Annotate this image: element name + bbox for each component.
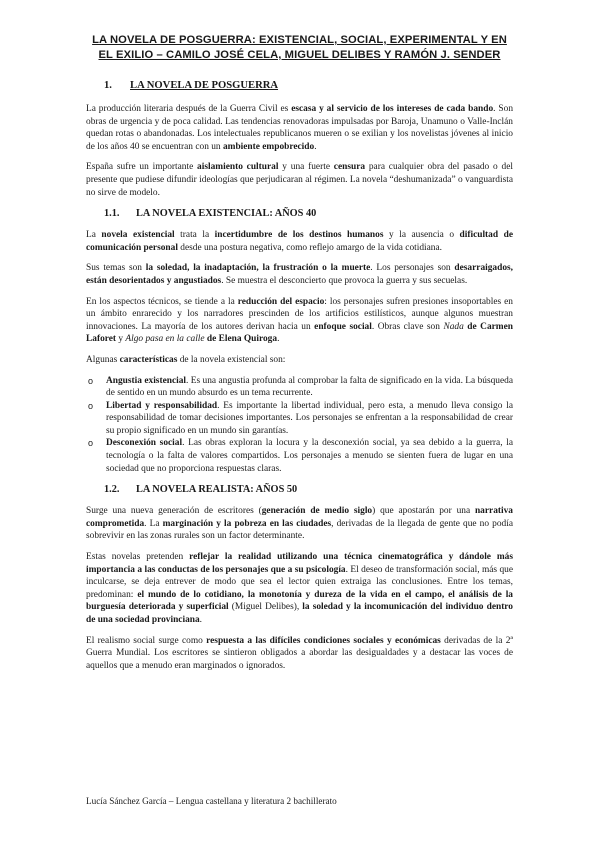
emphasis-bold: escasa y al servicio de los intereses de cada bando (291, 104, 494, 114)
emphasis-bold: dificultad de comunicación personal (86, 230, 513, 253)
emphasis-bold: de Carmen Laforet (86, 321, 513, 345)
emphasis-bold: ambiente empobrecido (222, 141, 315, 152)
emphasis-bold: Angustia existencial (106, 375, 187, 386)
paragraph: La novela existencial trata la incertidumbre de los destinos humanos y la ausencia o dificultad de comunicación personal desde una postura negativa, como reflejo amargo de la vida cotidiana. (86, 230, 513, 253)
subsection-heading-1-2 (86, 483, 513, 497)
section-title: LA NOVELA DE POSGUERRA (130, 80, 279, 91)
emphasis-bold: reducción del espacio (237, 296, 325, 307)
emphasis-bold: censura (333, 162, 366, 173)
emphasis-bold: reflejar la realidad utilizando una técnica cinematográfica y dándole más importancia a las conductas de los personajes que a su psicología (86, 552, 514, 575)
bullet-icon: o (88, 438, 94, 449)
bullet-icon: o (88, 400, 94, 411)
emphasis-bold: la soledad, la inadaptación, la frustración o la muerte (145, 263, 371, 274)
emphasis-bold: aislamiento cultural (197, 162, 279, 173)
list-item: o Libertad y responsabilidad. Es importante la libertad individual, pero esta, a menudo lleva consigo la responsabilidad de tomar decisiones importantes. Los personajes se enfrentan a la responsabilidad de crear su propio significado en un mundo sin garantías. (88, 400, 513, 436)
emphasis-bold: la soledad y la incomunicación del individuo dentro de una sociedad provinciana (86, 602, 513, 625)
subsection-number: 1.2. (104, 484, 120, 496)
emphasis-bold: marginación y la pobreza en las ciudades (162, 518, 332, 529)
emphasis-bold: Libertad y responsabilidad (106, 400, 218, 411)
characteristics-list (86, 375, 513, 476)
paragraph: Algunas características de la novela existencial son: (86, 354, 286, 365)
emphasis-italic: Nada (443, 321, 464, 332)
section-heading-1 (86, 79, 513, 93)
paragraph: Estas novelas pretenden reflejar la realidad utilizando una técnica cinematográfica y dándole más importancia a las conductas de los personajes que a su psicología. El deseo de transformación social, más que inculcarse, se deja entrever de modo que sea el lector quien extraiga las conclusiones. Entre los temas, predominan: el mundo de lo cotidiano, la monotonía y dureza de la vida en el campo, el análisis de la burguesía deteriorada y superficial (Miguel Delibes), la soledad y la incomunicación del individuo dentro de una sociedad provinciana. (86, 552, 514, 625)
emphasis-bold: narrativa comprometida (86, 506, 513, 529)
emphasis-bold: Desconexión social (106, 438, 183, 449)
page-footer: Lucía Sánchez García – Lengua castellana y literatura 2 bachillerato (86, 796, 337, 806)
paragraph: En los aspectos técnicos, se tiende a la reducción del espacio: los personajes sufren presiones insoportables en un ámbito enrarecido y los narradores prescinden de los artificios estilísticos, aunque algunos muestran innovaciones. La mayoría de los autores derivan hacia un enfoque social. Obras clave son Nada de Carmen Laforet y Algo pasa en la calle de Elena Quiroga. (86, 296, 513, 345)
paragraph: Surge una nueva generación de escritores (generación de medio siglo) que apostarán por una narrativa comprometida. La marginación y la pobreza en las ciudades, derivadas de la llegada de gente que no podía sobrevivir en las zonas rurales son un factor determinante. (86, 506, 513, 542)
emphasis-bold: de Elena Quiroga (204, 334, 278, 345)
emphasis-bold: novela existencial (101, 230, 175, 241)
subsection-title: LA NOVELA REALISTA: AÑOS 50 (136, 484, 298, 496)
paragraph: España sufre un importante aislamiento cultural y una fuerte censura para cualquier obra del pasado o del presente que pudiese difundir ideologías que perjudicaran al régimen. La novela “deshumanizada” o vanguardista no sirve de modelo. (86, 162, 514, 198)
bullet-icon: o (88, 375, 94, 386)
paragraph: Sus temas son la soledad, la inadaptación, la frustración o la muerte. Los personajes son desarraigados, están desorientados y angustiados. Se muestra el desconcierto que provoca la guerra y sus secuelas. (86, 263, 513, 286)
emphasis-bold: enfoque social (314, 321, 372, 332)
subsection-title: LA NOVELA EXISTENCIAL: AÑOS 40 (136, 208, 317, 220)
emphasis-bold: desarraigados, están desorientados y angustiados (86, 263, 513, 286)
paragraph: El realismo social surge como respuesta a las difíciles condiciones sociales y económicas derivadas de la 2ª Guerra Mundial. Los escritores se sintieron obligados a abordar las desigualdades y a destacar las voces de aquellos que a menudo eran marginados o ignorados. (86, 635, 514, 671)
subsection-number: 1.1. (104, 208, 120, 220)
emphasis-bold: generación de medio siglo (261, 506, 373, 517)
document-body (86, 79, 513, 680)
section-number: 1. (104, 80, 112, 91)
subsection-heading-1-1 (86, 207, 513, 221)
emphasis-bold: incertidumbre de los destinos humanos (214, 230, 384, 241)
emphasis-bold: características (119, 354, 178, 365)
list-item: o Angustia existencial. Es una angustia profunda al comprobar la falta de significado en la vida. La búsqueda de sentido en un mundo absurdo es un tema recurrente. (88, 375, 513, 399)
document-title: LA NOVELA DE POSGUERRA: EXISTENCIAL, SOCIAL, EXPERIMENTAL Y EN EL EXILIO – CAMILO JOSÉ CELA, MIGUEL DELIBES Y RAMÓN J. SENDER (92, 34, 507, 61)
paragraph: La producción literaria después de la Guerra Civil es escasa y al servicio de los intereses de cada bando. Son obras de urgencia y de poca calidad. Las tendencias renovadoras impulsadas por Baroja, Unamuno o Valle-Inclán quedan rotas o abandonadas. Los intelectuales republicanos mueren o se exilian y los novelistas jóvenes al inicio de los años 40 se encuentran con un ambiente empobrecido. (86, 104, 514, 152)
list-item: o Desconexión social. Las obras exploran la locura y la desconexión social, ya sea debido a la guerra, la tecnología o la falta de valores compartidos. Los personajes a menudo se sienten fuera de lugar en una sociedad que no proporciona respuestas claras. (88, 438, 513, 474)
emphasis-bold: respuesta a las difíciles condiciones sociales y económicas (206, 635, 441, 646)
emphasis-italic: Algo pasa en la calle (125, 334, 205, 345)
emphasis-bold: el mundo de lo cotidiano, la monotonía y dureza de la vida en el campo, el análisis de la burguesía deteriorada y superficial (86, 589, 513, 613)
